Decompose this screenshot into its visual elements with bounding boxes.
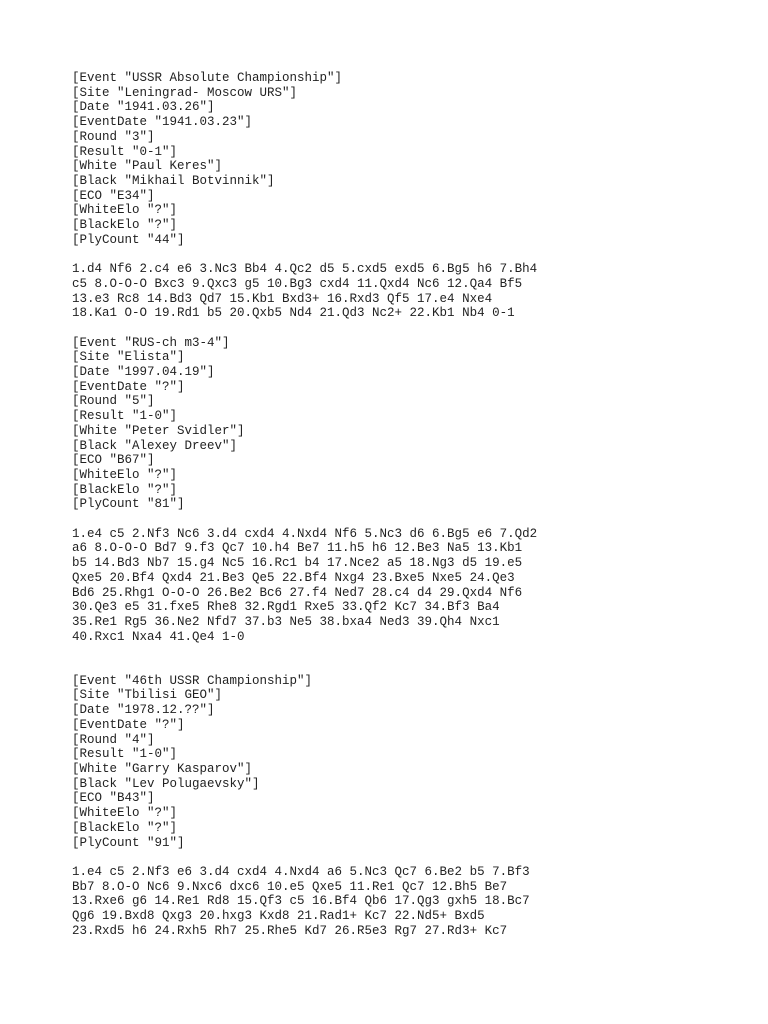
move-line: 18.Ka1 O-O 19.Rd1 b5 20.Qxb5 Nd4 21.Qd3 Nc2+ 22.Kb1 Nb4 0-1	[72, 306, 515, 321]
header-whiteelo: [WhiteElo "?"]	[72, 467, 178, 482]
header-plycount: [PlyCount "44"]	[72, 232, 185, 247]
header-white: [White "Paul Keres"]	[72, 159, 223, 174]
header-whiteelo: [WhiteElo "?"]	[72, 806, 178, 821]
game-1-headers	[72, 71, 752, 247]
header-event: [Event "RUS-ch m3-4"]	[72, 335, 230, 350]
game-1-moves	[72, 262, 752, 321]
header-round: [Round "4"]	[72, 732, 155, 747]
pgn-document	[72, 71, 752, 938]
header-black: [Black "Lev Polugaevsky"]	[72, 776, 260, 791]
header-blackelo: [BlackElo "?"]	[72, 218, 178, 233]
game-1	[72, 71, 752, 321]
header-eco: [ECO "B43"]	[72, 791, 155, 806]
header-eco: [ECO "E34"]	[72, 188, 155, 203]
header-event: [Event "USSR Absolute Championship"]	[72, 71, 343, 85]
move-line: Qxe5 20.Bf4 Qxd4 21.Be3 Qe5 22.Bf4 Nxg4 23.Bxe5 Nxe5 24.Qe3	[72, 570, 515, 585]
header-round: [Round "5"]	[72, 394, 155, 409]
header-result: [Result "1-0"]	[72, 747, 178, 762]
game-separator	[72, 321, 752, 336]
move-line: 13.Rxe6 g6 14.Re1 Rd8 15.Qf3 c5 16.Bf4 Qb6 17.Qg3 gxh5 18.Bc7	[72, 894, 530, 909]
header-eventdate: [EventDate "?"]	[72, 379, 185, 394]
move-line: Qg6 19.Bxd8 Qxg3 20.hxg3 Kxd8 21.Rad1+ Kc7 22.Nd5+ Bxd5	[72, 909, 485, 923]
game-2-moves	[72, 527, 752, 645]
game-3-headers	[72, 674, 752, 850]
game-3-moves	[72, 865, 752, 939]
header-eventdate: [EventDate "1941.03.23"]	[72, 115, 253, 130]
move-line: a6 8.O-O-O Bd7 9.f3 Qc7 10.h4 Be7 11.h5 h6 12.Be3 Na5 13.Kb1	[72, 541, 523, 556]
header-eco: [ECO "B67"]	[72, 453, 155, 468]
header-result: [Result "0-1"]	[72, 144, 178, 159]
move-line: Bd6 25.Rhg1 O-O-O 26.Be2 Bc6 27.f4 Ned7 28.c4 d4 29.Qxd4 Nf6	[72, 585, 523, 600]
header-site: [Site "Leningrad- Moscow URS"]	[72, 85, 298, 100]
header-site: [Site "Tbilisi GEO"]	[72, 688, 223, 703]
header-plycount: [PlyCount "81"]	[72, 497, 185, 512]
move-line: 13.e3 Rc8 14.Bd3 Qd7 15.Kb1 Bxd3+ 16.Rxd3 Qf5 17.e4 Nxe4	[72, 291, 493, 306]
header-date: [Date "1941.03.26"]	[72, 100, 215, 115]
header-whiteelo: [WhiteElo "?"]	[72, 203, 178, 218]
game-2	[72, 336, 752, 645]
header-plycount: [PlyCount "91"]	[72, 835, 185, 850]
move-line: 35.Re1 Rg5 36.Ne2 Nfd7 37.b3 Ne5 38.bxa4 Ned3 39.Qh4 Nxc1	[72, 614, 500, 629]
header-blackelo: [BlackElo "?"]	[72, 482, 178, 497]
move-line: b5 14.Bd3 Nb7 15.g4 Nc5 16.Rc1 b4 17.Nce2 a5 18.Ng3 d5 19.e5	[72, 556, 523, 571]
move-line: 30.Qe3 e5 31.fxe5 Rhe8 32.Rgd1 Rxe5 33.Qf2 Kc7 34.Bf3 Ba4	[72, 600, 500, 615]
header-date: [Date "1978.12.??"]	[72, 703, 215, 718]
header-date: [Date "1997.04.19"]	[72, 365, 215, 380]
header-black: [Black "Mikhail Botvinnik"]	[72, 173, 275, 188]
header-white: [White "Peter Svidler"]	[72, 423, 245, 438]
header-site: [Site "Elista"]	[72, 350, 185, 365]
header-result: [Result "1-0"]	[72, 409, 178, 424]
game-separator	[72, 644, 752, 673]
move-line: Bb7 8.O-O Nc6 9.Nxc6 dxc6 10.e5 Qxe5 11.Re1 Qc7 12.Bh5 Be7	[72, 879, 508, 894]
header-eventdate: [EventDate "?"]	[72, 717, 185, 732]
move-line: c5 8.O-O-O Bxc3 9.Qxc3 g5 10.Bg3 cxd4 11.Qxd4 Nc6 12.Qa4 Bf5	[72, 276, 523, 291]
move-line: 1.d4 Nf6 2.c4 e6 3.Nc3 Bb4 4.Qc2 d5 5.cxd5 exd5 6.Bg5 h6 7.Bh4	[72, 262, 538, 277]
header-event: [Event "46th USSR Championship"]	[72, 673, 313, 688]
header-blackelo: [BlackElo "?"]	[72, 820, 178, 835]
header-white: [White "Garry Kasparov"]	[72, 761, 253, 776]
move-line: 23.Rxd5 h6 24.Rxh5 Rh7 25.Rhe5 Kd7 26.R5e3 Rg7 27.Rd3+ Kc7	[72, 923, 508, 938]
header-black: [Black "Alexey Dreev"]	[72, 438, 238, 453]
move-line: 1.e4 c5 2.Nf3 e6 3.d4 cxd4 4.Nxd4 a6 5.Nc3 Qc7 6.Be2 b5 7.Bf3	[72, 864, 530, 879]
game-3	[72, 674, 752, 939]
header-round: [Round "3"]	[72, 129, 155, 144]
move-line: 1.e4 c5 2.Nf3 Nc6 3.d4 cxd4 4.Nxd4 Nf6 5.Nc3 d6 6.Bg5 e6 7.Qd2	[72, 526, 538, 541]
move-line: 40.Rxc1 Nxa4 41.Qe4 1-0	[72, 629, 245, 644]
game-2-headers	[72, 336, 752, 512]
